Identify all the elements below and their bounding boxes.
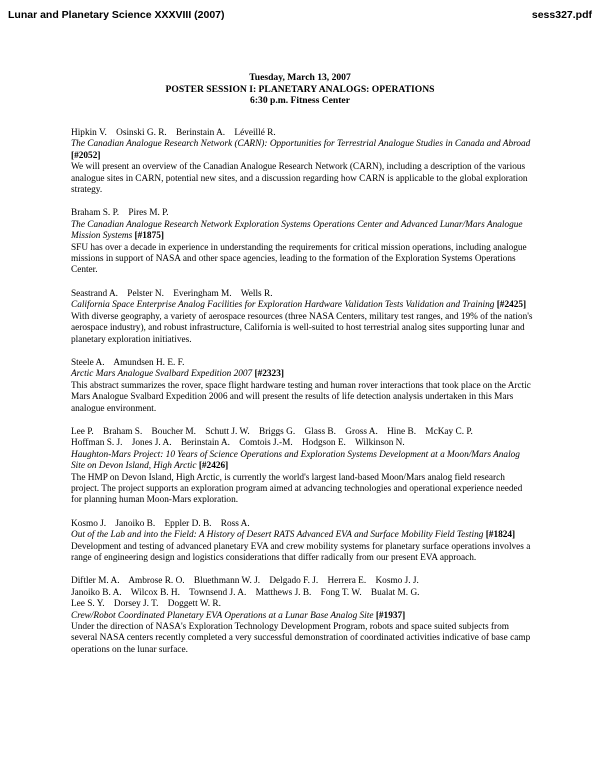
- abstract-number: [#1937]: [375, 610, 406, 621]
- entry-abstract: This abstract summarizes the rover, space flight hardware testing and human rover interactions that took place on the Arctic Mars Analogue Svalbard Expedition 2006 and will present the results of life detection analysis undertaken in this Mars analogue environment.: [71, 380, 531, 414]
- entry-title-text: Haughton-Mars Project: 10 Years of Science Operations and Exploration Systems Development at a Moon/Mars Analog Site on Devon Island, High Arctic: [71, 449, 520, 472]
- abstract-entry: [71, 128, 533, 196]
- entry-title-text: The Canadian Analogue Research Network (CARN): Opportunities for Terrestrial Analogue Studies in Canada and Abroad: [71, 139, 531, 150]
- entry-title: [71, 611, 533, 622]
- entry-abstract: Development and testing of advanced planetary EVA and crew mobility systems for planetary surface operations involves a range of engineering design and logistics considerations that differ radically from our present EVA approach.: [71, 541, 531, 563]
- entry-title: [71, 450, 533, 473]
- abstract-entry: [71, 208, 533, 276]
- entry-authors: Steele A. Amundsen H. E. F.: [71, 357, 185, 368]
- entry-title: [71, 300, 533, 311]
- entry-abstract: We will present an overview of the Canadian Analogue Research Network (CARN), including a description of the various analogue sites in CARN, potential new sites, and a discussion regarding how CARN is applicable to the global exploration strategy.: [71, 162, 528, 196]
- entry-authors: Lee P. Braham S. Boucher M. Schutt J. W. Briggs G. Glass B. Gross A. Hine B. McKay C. P. Hoffman S. J. Jones J. A. Berinstain A. Comtois J.-M. Hodgson E. Wilkinson N.: [71, 426, 473, 449]
- abstract-entry: [71, 289, 533, 346]
- abstract-entry: [71, 519, 533, 565]
- entry-title: [71, 530, 533, 541]
- session-date: Tuesday, March 13, 2007: [249, 72, 351, 83]
- entry-abstract: Under the direction of NASA's Exploration Technology Development Program, robots and space suited subjects from several NASA centers recently completed a very successful demonstration of coordinated activities indicative of base camp operations on the lunar surface.: [71, 622, 531, 655]
- entry-authors: Seastrand A. Pelster N. Everingham M. Wells R.: [71, 288, 273, 299]
- entry-abstract: With diverse geography, a variety of aerospace resources (three NASA Centers, military test ranges, and 19% of the nation's aerospace industry), and robust infrastructure, California is well-suited to host terrestrial analog sites supporting lunar and planetary exploration initiatives.: [71, 311, 533, 345]
- abstract-entry: [71, 427, 533, 507]
- entry-authors: Diftler M. A. Ambrose R. O. Bluethmann W. J. Delgado F. J. Herrera E. Kosmo J. J. Janoiko B. A. Wilcox B. H. Townsend J. A. Matthews J. B. Fong T. W. Bualat M. G. Lee S. Y. Dorsey J. T. Doggett W. R.: [71, 576, 420, 610]
- abstract-number: [#1875]: [134, 231, 164, 242]
- document-header-title: Lunar and Planetary Science XXXVIII (2007): [8, 9, 225, 21]
- entry-authors: Hipkin V. Osinski G. R. Berinstain A. Léveillé R.: [71, 128, 276, 138]
- abstract-number: [#1824]: [485, 530, 516, 541]
- session-heading: [0, 72, 600, 107]
- abstract-number: [#2052]: [71, 150, 101, 161]
- session-name: POSTER SESSION I: PLANETARY ANALOGS: OPERATIONS: [165, 83, 435, 95]
- abstract-number: [#2425]: [496, 300, 527, 311]
- entry-title: [71, 369, 533, 380]
- entry-abstract: The HMP on Devon Island, High Arctic, is currently the world's largest land-based Moon/Mars analog field research project. The project supports an exploration program aimed at advancing technologies and operational experience needed for planning human Moon-Mars exploration.: [71, 472, 523, 506]
- entry-title-text: California Space Enterprise Analog Facilities for Exploration Hardware Validation Tests Validation and Training: [71, 300, 497, 311]
- abstract-entry: [71, 576, 533, 656]
- entry-title-text: Out of the Lab and into the Field: A History of Desert RATS Advanced EVA and Surface Mobility Field Testing: [71, 530, 486, 541]
- entry-authors: Braham S. P. Pires M. P.: [71, 208, 169, 219]
- document-file-name: sess327.pdf: [531, 9, 592, 21]
- entry-title: [71, 220, 533, 243]
- abstract-list: [71, 128, 533, 668]
- session-time-place: 6:30 p.m. Fitness Center: [250, 95, 350, 106]
- abstract-number: [#2323]: [254, 369, 284, 380]
- entry-title-text: The Canadian Analogue Research Network Exploration Systems Operations Center and Advanced Lunar/Mars Analogue Mission Systems: [71, 219, 523, 242]
- abstract-entry: [71, 358, 533, 415]
- abstract-number: [#2426]: [198, 461, 229, 472]
- entry-title-text: Crew/Robot Coordinated Planetary EVA Operations at a Lunar Base Analog Site: [71, 610, 376, 621]
- entry-title: [71, 139, 533, 162]
- entry-authors: Kosmo J. Janoiko B. Eppler D. B. Ross A.: [71, 518, 250, 529]
- entry-title-text: Arctic Mars Analogue Svalbard Expedition 2007: [71, 369, 255, 380]
- entry-abstract: SFU has over a decade in experience in understanding the requirements for critical mission operations, including analogue missions in support of NASA and other space agencies, leading to the formation of the Exploration Systems Operations Center.: [71, 242, 527, 276]
